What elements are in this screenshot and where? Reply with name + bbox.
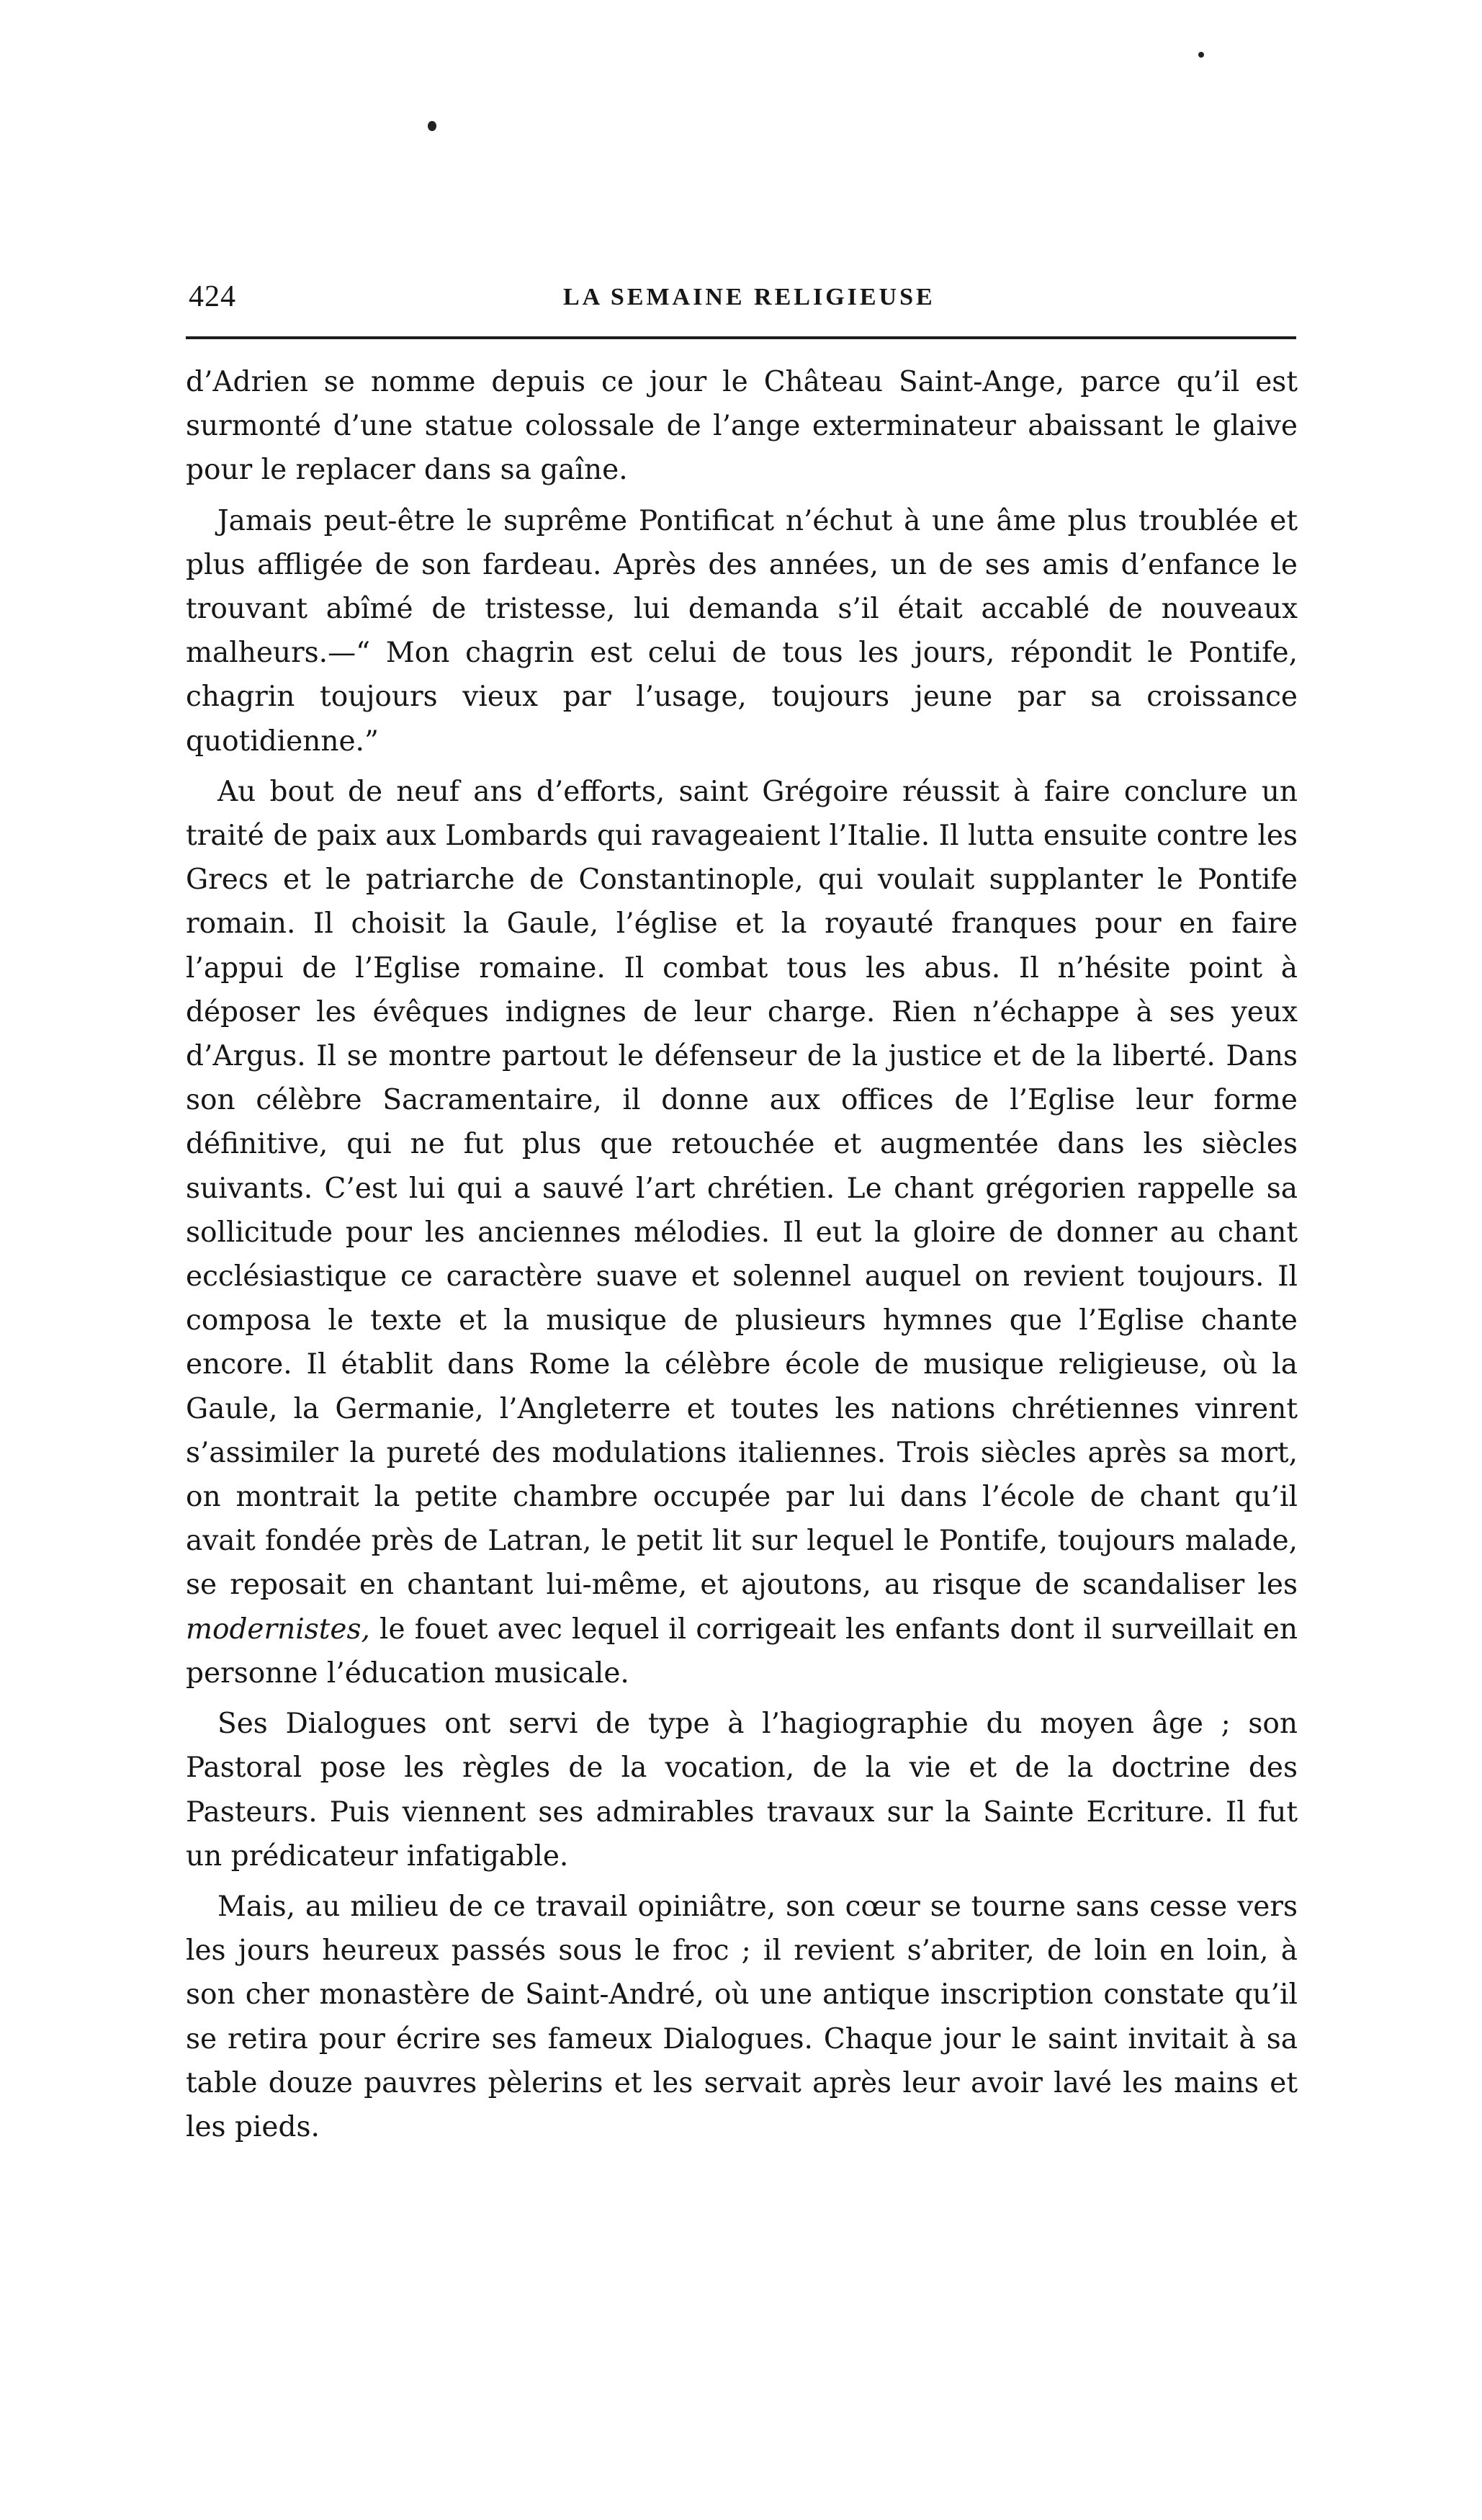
paragraph-4: Ses Dialogues ont servi de type à l’hagiographie du moyen âge ; son Pastoral pose les règles de la vocation, de la vie et de la doctrine des Pasteurs. Puis viennent ses admirables travaux sur la Sainte Ecriture. Il fut un prédicateur infatigable. (186, 1708, 1298, 1873)
paragraph-3-tail: le fouet avec lequel il corrigeait les enfants dont il surveillait en personne l’éducation musicale. (186, 1613, 1298, 1690)
paragraph-3-text: Au bout de neuf ans d’efforts, saint Grégoire réussit à faire conclure un traité de paix aux Lombards qui ravageaient l’Italie. Il lutta ensuite contre les Grecs et le patriarche de Constantinople, qui voulait supplanter le Pontife romain. Il choisit la Gaule, l’église et la royauté franques pour en faire l’appui de l’Eglise romaine. Il combat tous les abus. Il n’hésite point à déposer les évêques indignes de leur charge. Rien n’échappe à ses yeux d’Argus. Il se montre partout le défenseur de la justice et de la liberté. Dans son célèbre Sacramentaire, il donne aux offices de l’Eglise leur forme définitive, qui ne fut plus que retouchée et augmentée dans les siècles suivants. C’est lui qui a sauvé l’art chrétien. Le chant grégorien rappelle sa sollicitude pour les anciennes mélodies. Il eut la gloire de donner au chant ecclésiastique ce caractère suave et solennel auquel on revient toujours. Il composa le texte et la musique de plusieurs hymnes que l’Eglise chante encore. Il établit dans Rome la célèbre école de musique religieuse, où la Gaule, la Germanie, l’Angleterre et toutes les nations chrétiennes vinrent s’assimiler la pureté des modulations italiennes. Trois siècles après sa mort, on montrait la petite chambre occupée par lui dans l’école de chant qu’il avait fondée près de Latran, le petit lit sur lequel le Pontife, toujours malade, se reposait en chantant lui-même, et ajoutons, au risque de scandaliser les (186, 775, 1298, 1602)
paragraph-2: Jamais peut-être le suprême Pontificat n’échut à une âme plus troublée et plus affligée de son fardeau. Après des années, un de ses amis d’enfance le trouvant abîmé de tristesse, lui demanda s’il était accablé de nouveaux malheurs.—“ Mon chagrin est celui de tous les jours, répondit le Pontife, chagrin toujours vieux par l’usage, toujours jeune par sa croissance quotidienne.” (186, 504, 1298, 758)
ink-speck (428, 121, 436, 131)
italic-word: modernistes, (186, 1613, 370, 1646)
page-header (189, 279, 1298, 323)
paragraph-5: Mais, au milieu de ce travail opiniâtre, son cœur se tourne sans cesse vers les jours heureux passés sous le froc ; il revient s’abriter, de loin en loin, à son cher monastère de Saint-André, où une antique inscription constate qu’il se retira pour écrire ses fameux Dialogues. Chaque jour le saint invitait à sa table douze pauvres pèlerins et les servait après leur avoir lavé les mains et les pieds. (186, 1890, 1298, 2143)
ink-speck (1198, 52, 1204, 58)
running-title: LA SEMAINE RELIGIEUSE (563, 284, 935, 310)
header-rule (186, 336, 1296, 339)
paragraph-3 (186, 770, 1298, 1695)
page-number: 424 (189, 280, 236, 313)
body-text (186, 360, 1298, 2149)
paragraph-1: d’Adrien se nomme depuis ce jour le Château Saint-Ange, parce qu’il est surmonté d’une statue colossale de l’ange exterminateur abaissant le glaive pour le replacer dans sa gaîne. (186, 366, 1298, 487)
